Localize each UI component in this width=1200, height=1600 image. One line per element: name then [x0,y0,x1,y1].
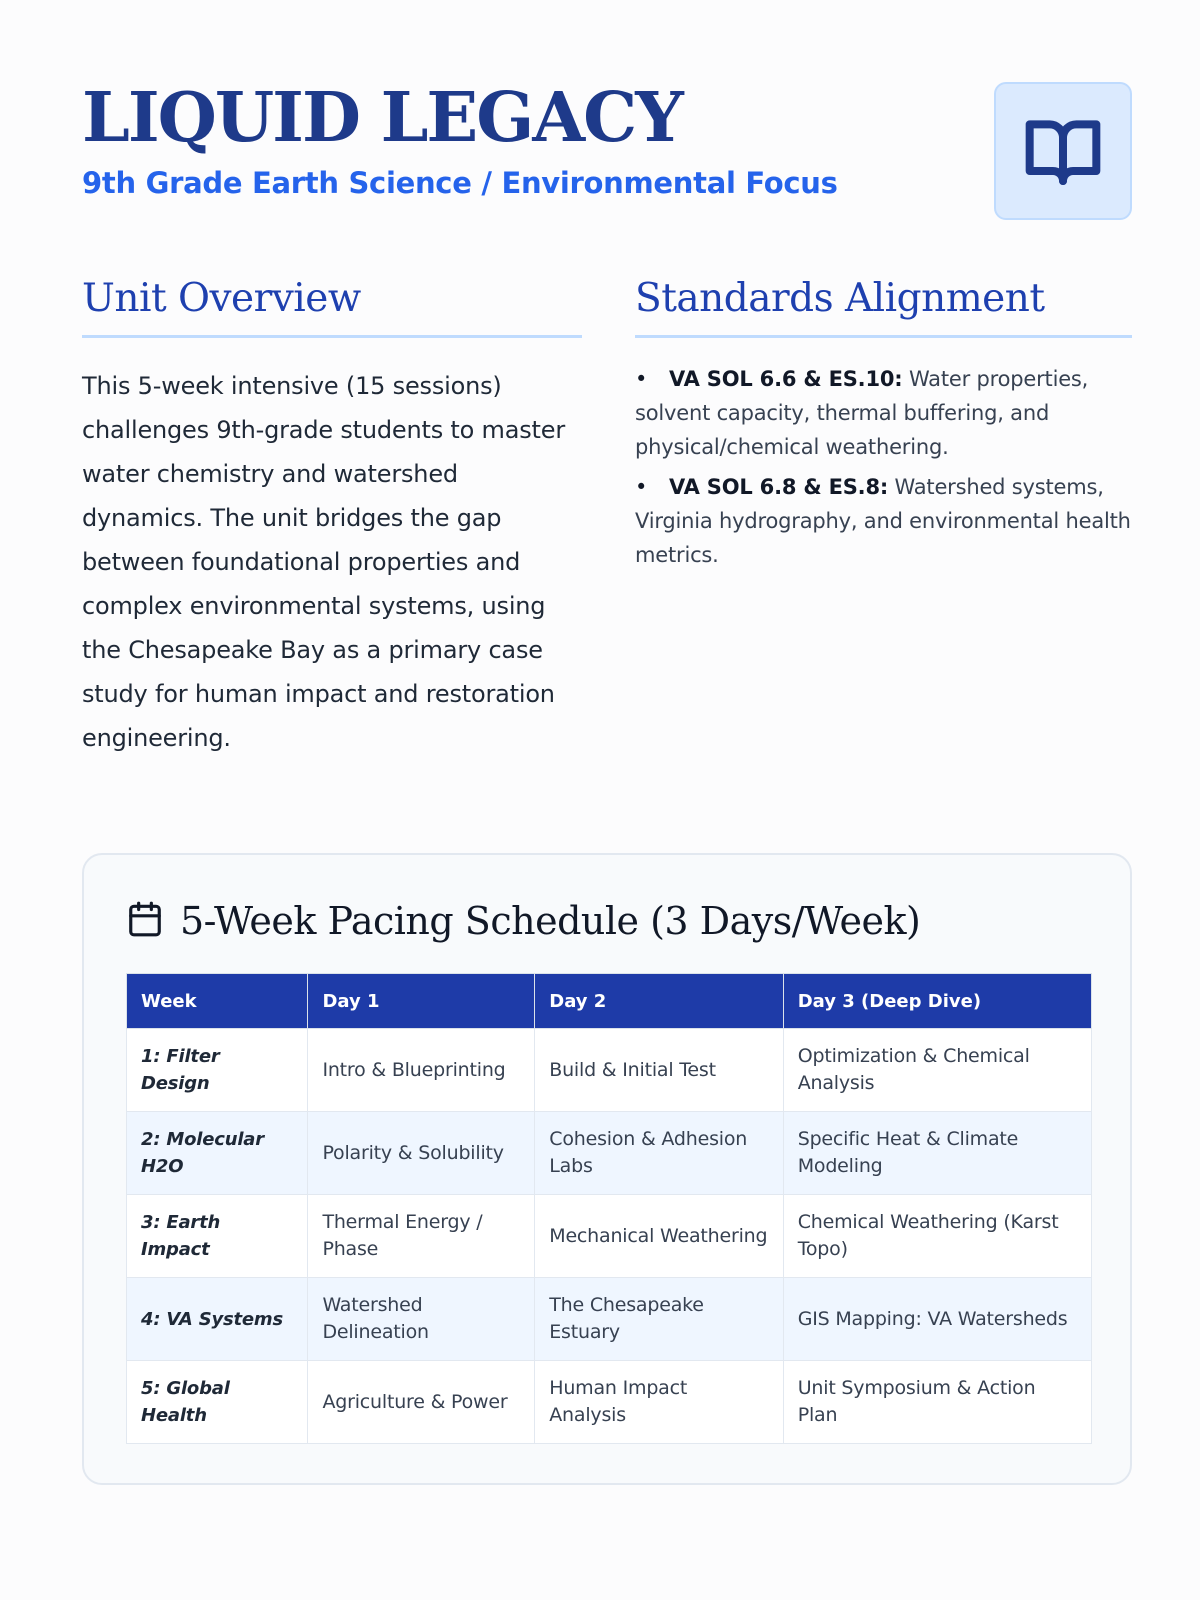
column-header: Week [127,974,308,1029]
table-cell: Polarity & Solubility [308,1112,535,1195]
schedule-heading: 5-Week Pacing Schedule (3 Days/Week) [180,899,921,943]
table-cell: Specific Heat & Climate Modeling [783,1112,1091,1195]
table-row [127,1278,1092,1361]
table-cell: Intro & Blueprinting [308,1029,535,1112]
table-cell: Watershed Delineation [308,1278,535,1361]
week-cell: 2: Molecular H2O [127,1112,308,1195]
standard-label: VA SOL 6.8 & ES.8: [669,474,889,499]
table-cell: Human Impact Analysis [535,1361,783,1444]
table-header-row [127,974,1092,1029]
bullet-icon: • [635,366,648,391]
standard-text: Watershed systems, Virginia hydrography, and environmental health metrics. [635,474,1131,567]
table-cell: Cohesion & Adhesion Labs [535,1112,783,1195]
table-row [127,1195,1092,1278]
standards-section [635,278,1132,578]
unit-overview-text: This 5-week intensive (15 sessions) challenges 9th-grade students to master water chemistry and watershed dynamics. The unit bridges the gap between foundational properties and complex environmental systems, using the Chesapeake Bay as a primary case study for human impact and restoration engineering. [82,371,565,752]
unit-overview-section [82,278,582,760]
pacing-schedule-card [82,853,1132,1485]
table-row [127,1112,1092,1195]
standard-label: VA SOL 6.6 & ES.10: [669,366,903,391]
bullet-icon: • [635,474,648,499]
table-cell: Chemical Weathering (Karst Topo) [783,1195,1091,1278]
week-cell: 4: VA Systems [127,1278,308,1361]
table-row [127,1361,1092,1444]
standard-text: Water properties, solvent capacity, thermal buffering, and physical/chemical weathering. [635,366,1089,459]
week-cell: 1: Filter Design [127,1029,308,1112]
unit-overview-heading: Unit Overview [82,278,582,338]
standard-item [635,470,1132,572]
page-title: LIQUID LEGACY [82,78,682,158]
table-cell: GIS Mapping: VA Watersheds [783,1278,1091,1361]
standard-item [635,362,1132,464]
column-header: Day 1 [308,974,535,1029]
table-cell: Mechanical Weathering [535,1195,783,1278]
table-row [127,1029,1092,1112]
week-cell: 3: Earth Impact [127,1195,308,1278]
column-header: Day 2 [535,974,783,1029]
table-cell: Agriculture & Power [308,1361,535,1444]
schedule-title [126,899,920,943]
table-cell: Thermal Energy / Phase [308,1195,535,1278]
week-cell: 5: Global Health [127,1361,308,1444]
column-header: Day 3 (Deep Dive) [783,974,1091,1029]
standards-list [635,362,1132,572]
table-cell: Optimization & Chemical Analysis [783,1029,1091,1112]
page-subtitle: 9th Grade Earth Science / Environmental Focus [82,166,838,200]
standards-heading: Standards Alignment [635,278,1132,338]
header [82,78,1132,228]
book-open-icon [994,82,1132,220]
calendar-icon [126,900,164,942]
table-cell: Unit Symposium & Action Plan [783,1361,1091,1444]
document-page [82,78,1132,1426]
pacing-table [126,973,1092,1444]
table-cell: The Chesapeake Estuary [535,1278,783,1361]
table-cell: Build & Initial Test [535,1029,783,1112]
